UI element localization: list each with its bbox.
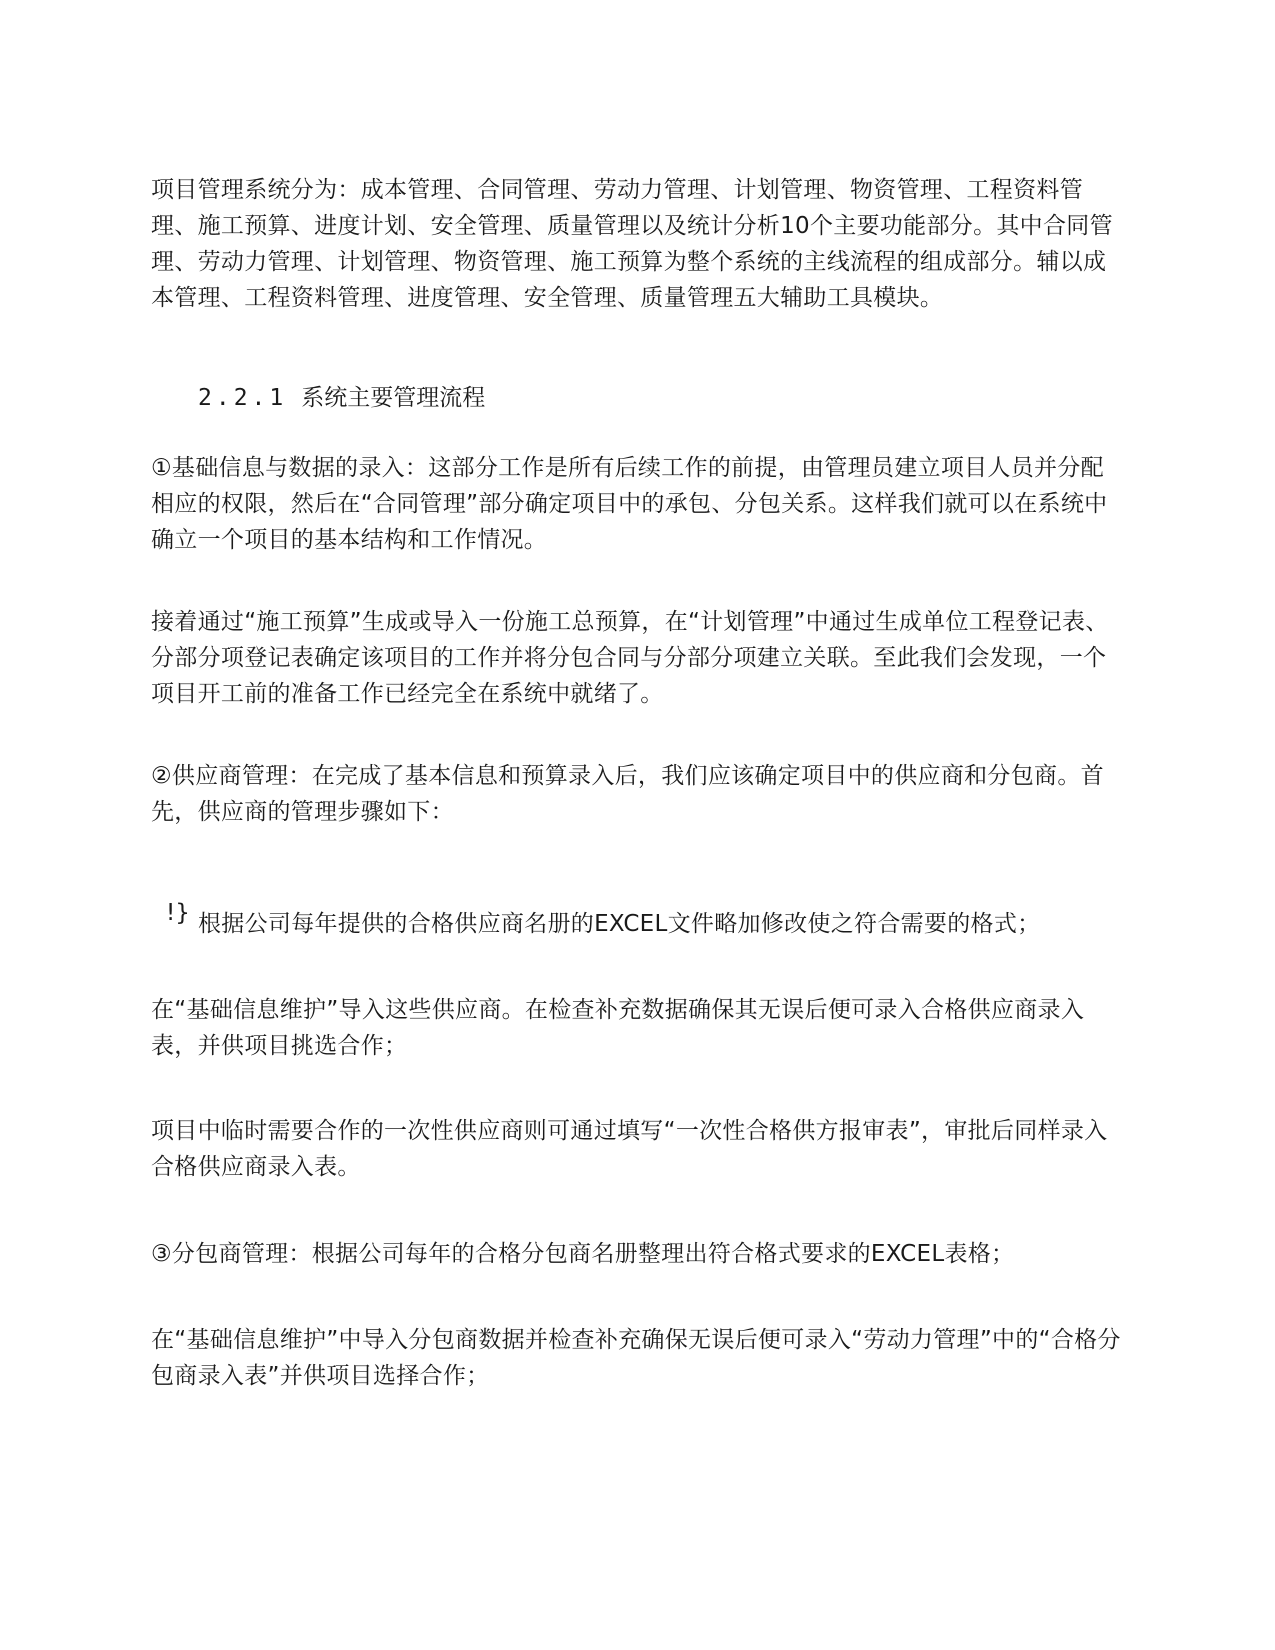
section-title: 系统主要管理流程 — [301, 385, 486, 411]
paragraph-subcontractor-management: ③分包商管理：根据公司每年的合格分包商名册整理出符合格式要求的EXCEL表格； — [151, 1241, 1015, 1267]
paragraph-budget: 接着通过“施工预算”生成或导入一份施工总预算，在“计划管理”中通过生成单位工程登记表、分部分项登记表确定该项目的工作并将分包合同与分部分项建立关联。至此我们会发现，一个项目开工前的准备工作已经完全在系统中就绪了。 — [151, 609, 1109, 707]
list-bullet-glyph: !} — [166, 900, 190, 926]
paragraph-basic-info: ①基础信息与数据的录入：这部分工作是所有后续工作的前提，由管理员建立项目人员并分配相应的权限，然后在“合同管理”部分确定项目中的承包、分包关系。这样我们就可以在系统中确立一个项目的基本结构和工作情况。 — [151, 455, 1108, 553]
paragraph-supplier-step-2: 在“基础信息维护”导入这些供应商。在检查补充数据确保其无误后便可录入合格供应商录入表，并供项目挑选合作； — [151, 997, 1085, 1059]
paragraph-supplier-management: ②供应商管理：在完成了基本信息和预算录入后，我们应该确定项目中的供应商和分包商。首先，供应商的管理步骤如下： — [151, 763, 1104, 825]
paragraph-subcontractor-step: 在“基础信息维护”中导入分包商数据并检查补充确保无误后便可录入“劳动力管理”中的“合格分包商录入表”并供项目选择合作； — [151, 1327, 1121, 1389]
section-number: 2.2.1 — [198, 385, 288, 411]
intro-paragraph: 项目管理系统分为：成本管理、合同管理、劳动力管理、计划管理、物资管理、工程资料管理、施工预算、进度计划、安全管理、质量管理以及统计分析10个主要功能部分。其中合同管理、劳动力管理、计划管理、物资管理、施工预算为整个系统的主线流程的组成部分。辅以成本管理、工程资料管理、进度管理、安全管理、质量管理五大辅助工具模块。 — [151, 177, 1113, 311]
paragraph-supplier-step-1: 根据公司每年提供的合格供应商名册的EXCEL文件略加修改使之符合需要的格式； — [198, 911, 1041, 937]
paragraph-supplier-step-3: 项目中临时需要合作的一次性供应商则可通过填写“一次性合格供方报审表”，审批后同样录入合格供应商录入表。 — [151, 1118, 1108, 1180]
section-heading — [198, 380, 485, 416]
